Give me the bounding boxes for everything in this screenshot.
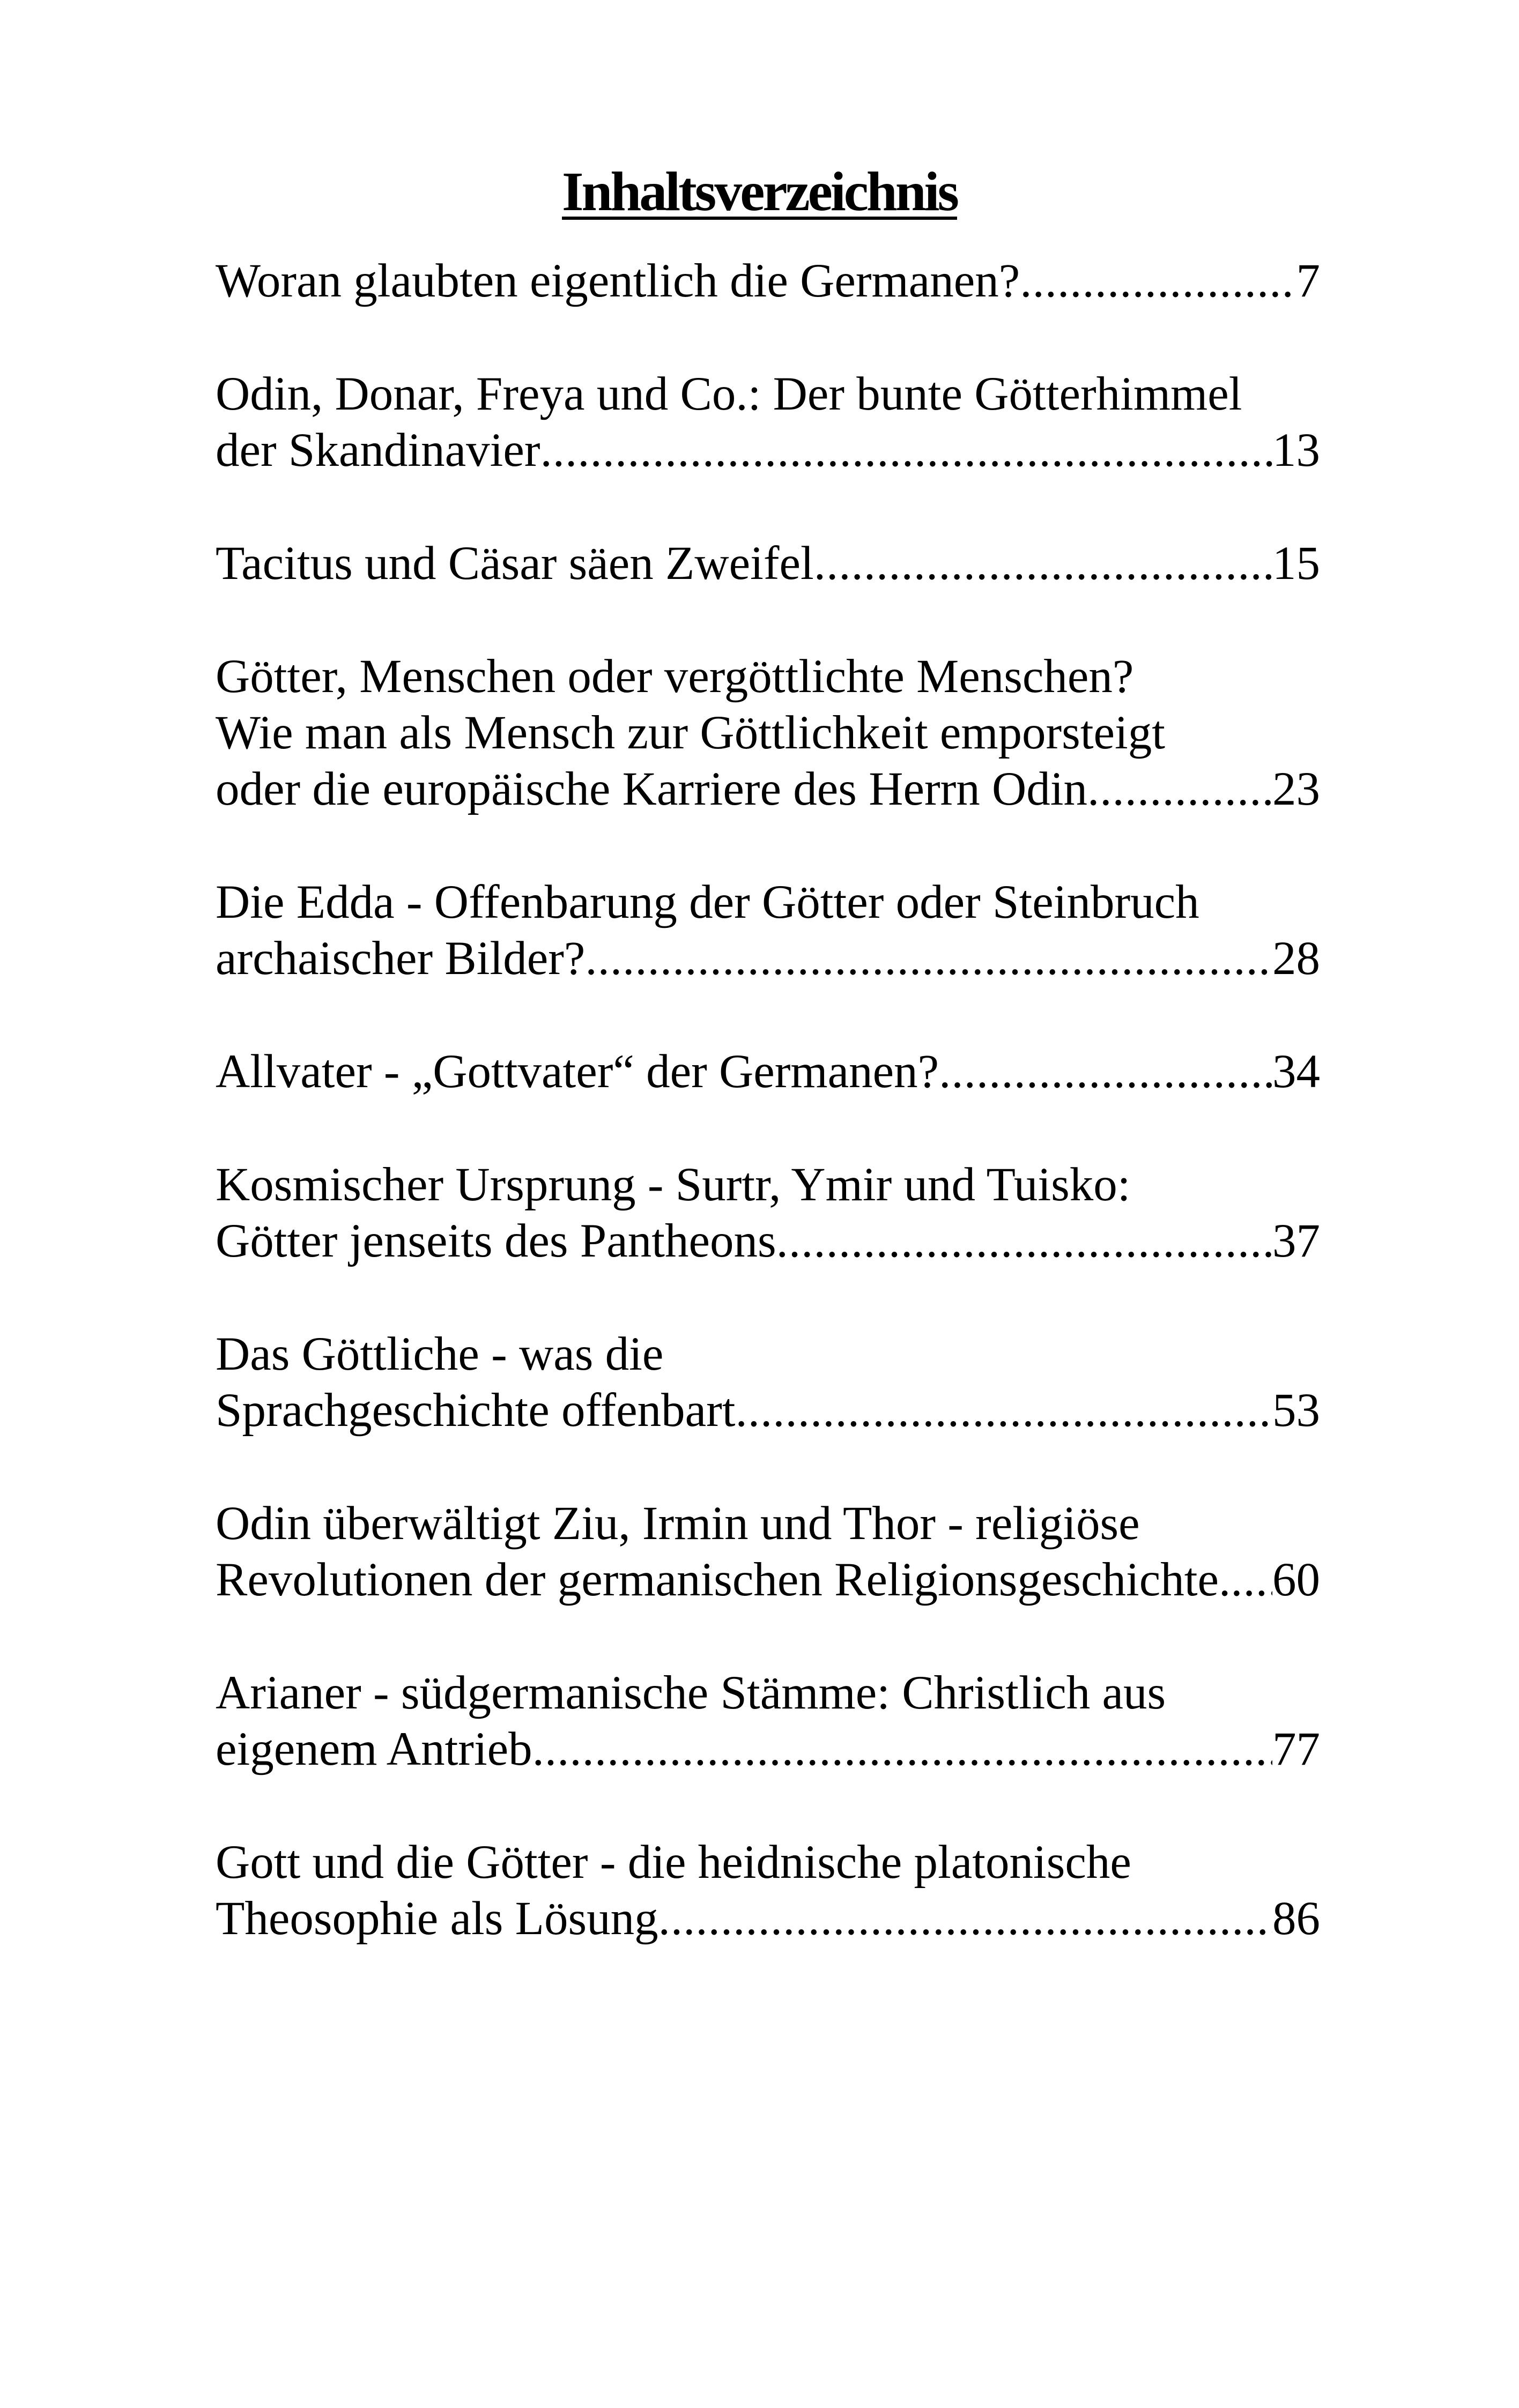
toc-entry-line: [216, 253, 1320, 309]
toc-entry-title: Tacitus und Cäsar säen Zweifel: [216, 537, 814, 590]
toc-entry-title: Theosophie als Lösung: [216, 1892, 658, 1945]
toc-entry-title-line: Das Göttliche - was die: [216, 1328, 664, 1380]
toc-page-number: 34: [1272, 1045, 1320, 1098]
toc-entry-title: Woran glaubten eigentlich die Germanen?: [216, 255, 1020, 307]
toc-entry-line: [216, 1552, 1320, 1608]
dot-leader: [585, 931, 1272, 987]
dot-leader: [814, 536, 1272, 592]
toc-entry-title: Revolutionen der germanischen Religionsgeschichte.: [216, 1554, 1231, 1606]
toc-page-number: 37: [1272, 1215, 1320, 1267]
toc-entry[interactable]: [216, 1326, 1320, 1439]
toc-entry-title-line: Odin überwältigt Ziu, Irmin und Thor - religiöse: [216, 1497, 1140, 1550]
toc-entry-line: [216, 1213, 1320, 1269]
toc-entry-line: [216, 1891, 1320, 1947]
toc-entry-title-line: Kosmischer Ursprung - Surtr, Ymir und Tuisko:: [216, 1158, 1131, 1211]
toc-entry-title-line: Arianer - südgermanische Stämme: Christlich aus: [216, 1667, 1166, 1719]
toc-entry-line: [216, 1721, 1320, 1778]
dot-leader: [776, 1213, 1272, 1269]
dot-leader: [1087, 761, 1272, 817]
toc-entry[interactable]: [216, 536, 1320, 592]
toc-entry-title: Götter jenseits des Pantheons: [216, 1215, 776, 1267]
toc-entry-line: [216, 931, 1320, 987]
toc-entry[interactable]: [216, 366, 1320, 479]
toc-entry[interactable]: [216, 1044, 1320, 1100]
toc-page-number: 7: [1296, 255, 1320, 307]
dot-leader: [736, 1383, 1272, 1439]
toc-entry-line: [216, 761, 1320, 817]
toc-entry-title: Sprachgeschichte offenbart: [216, 1384, 736, 1437]
toc-entry[interactable]: [216, 1665, 1320, 1778]
toc-page-number: 23: [1272, 763, 1320, 815]
toc-page-number: 28: [1272, 932, 1320, 985]
toc-entry-title: Allvater - „Gottvater“ der Germanen?: [216, 1045, 939, 1098]
toc-entry-title: der Skandinavier: [216, 424, 540, 477]
toc-page-number: 60: [1272, 1554, 1320, 1606]
toc-entry-title-line: Die Edda - Offenbarung der Götter oder Steinbruch: [216, 876, 1199, 928]
toc-entry-line: [216, 422, 1320, 479]
page-title: Inhaltsverzeichnis: [562, 161, 957, 222]
toc-entry-line: [216, 1044, 1320, 1100]
dot-leader: [1231, 1552, 1272, 1608]
dot-leader: [939, 1044, 1272, 1100]
toc-entry-title-line: Wie man als Mensch zur Göttlichkeit emporsteigt: [216, 707, 1166, 759]
dot-leader: [1020, 253, 1296, 309]
dot-leader: [532, 1721, 1272, 1778]
toc-entry-line: [216, 536, 1320, 592]
toc-entry-line: [216, 1383, 1320, 1439]
dot-leader: [540, 422, 1273, 479]
toc-entry[interactable]: [216, 1496, 1320, 1608]
toc-entry-title: oder die europäische Karriere des Herrn Odin: [216, 763, 1087, 815]
toc-page-number: 53: [1272, 1384, 1320, 1437]
toc-page-number: 15: [1272, 537, 1320, 590]
toc-page-number: 13: [1272, 424, 1320, 477]
toc-entry-title-line: Odin, Donar, Freya und Co.: Der bunte Götterhimmel: [216, 368, 1242, 420]
toc-page-number: 77: [1272, 1723, 1320, 1775]
toc-entry[interactable]: [216, 874, 1320, 987]
dot-leader: [658, 1891, 1272, 1947]
toc-entry-title: archaischer Bilder?: [216, 932, 586, 985]
toc-entry-title-line: Gott und die Götter - die heidnische platonische: [216, 1836, 1131, 1889]
toc-entry-title-line: Götter, Menschen oder vergöttlichte Menschen?: [216, 650, 1134, 703]
toc-entry[interactable]: [216, 649, 1320, 817]
toc-page-number: 86: [1272, 1892, 1320, 1945]
toc-entry-title: eigenem Antrieb: [216, 1723, 532, 1775]
toc-entry[interactable]: [216, 1834, 1320, 1947]
toc-entry[interactable]: [216, 1157, 1320, 1269]
toc-entry[interactable]: [216, 253, 1320, 309]
table-of-contents: [216, 253, 1320, 2004]
